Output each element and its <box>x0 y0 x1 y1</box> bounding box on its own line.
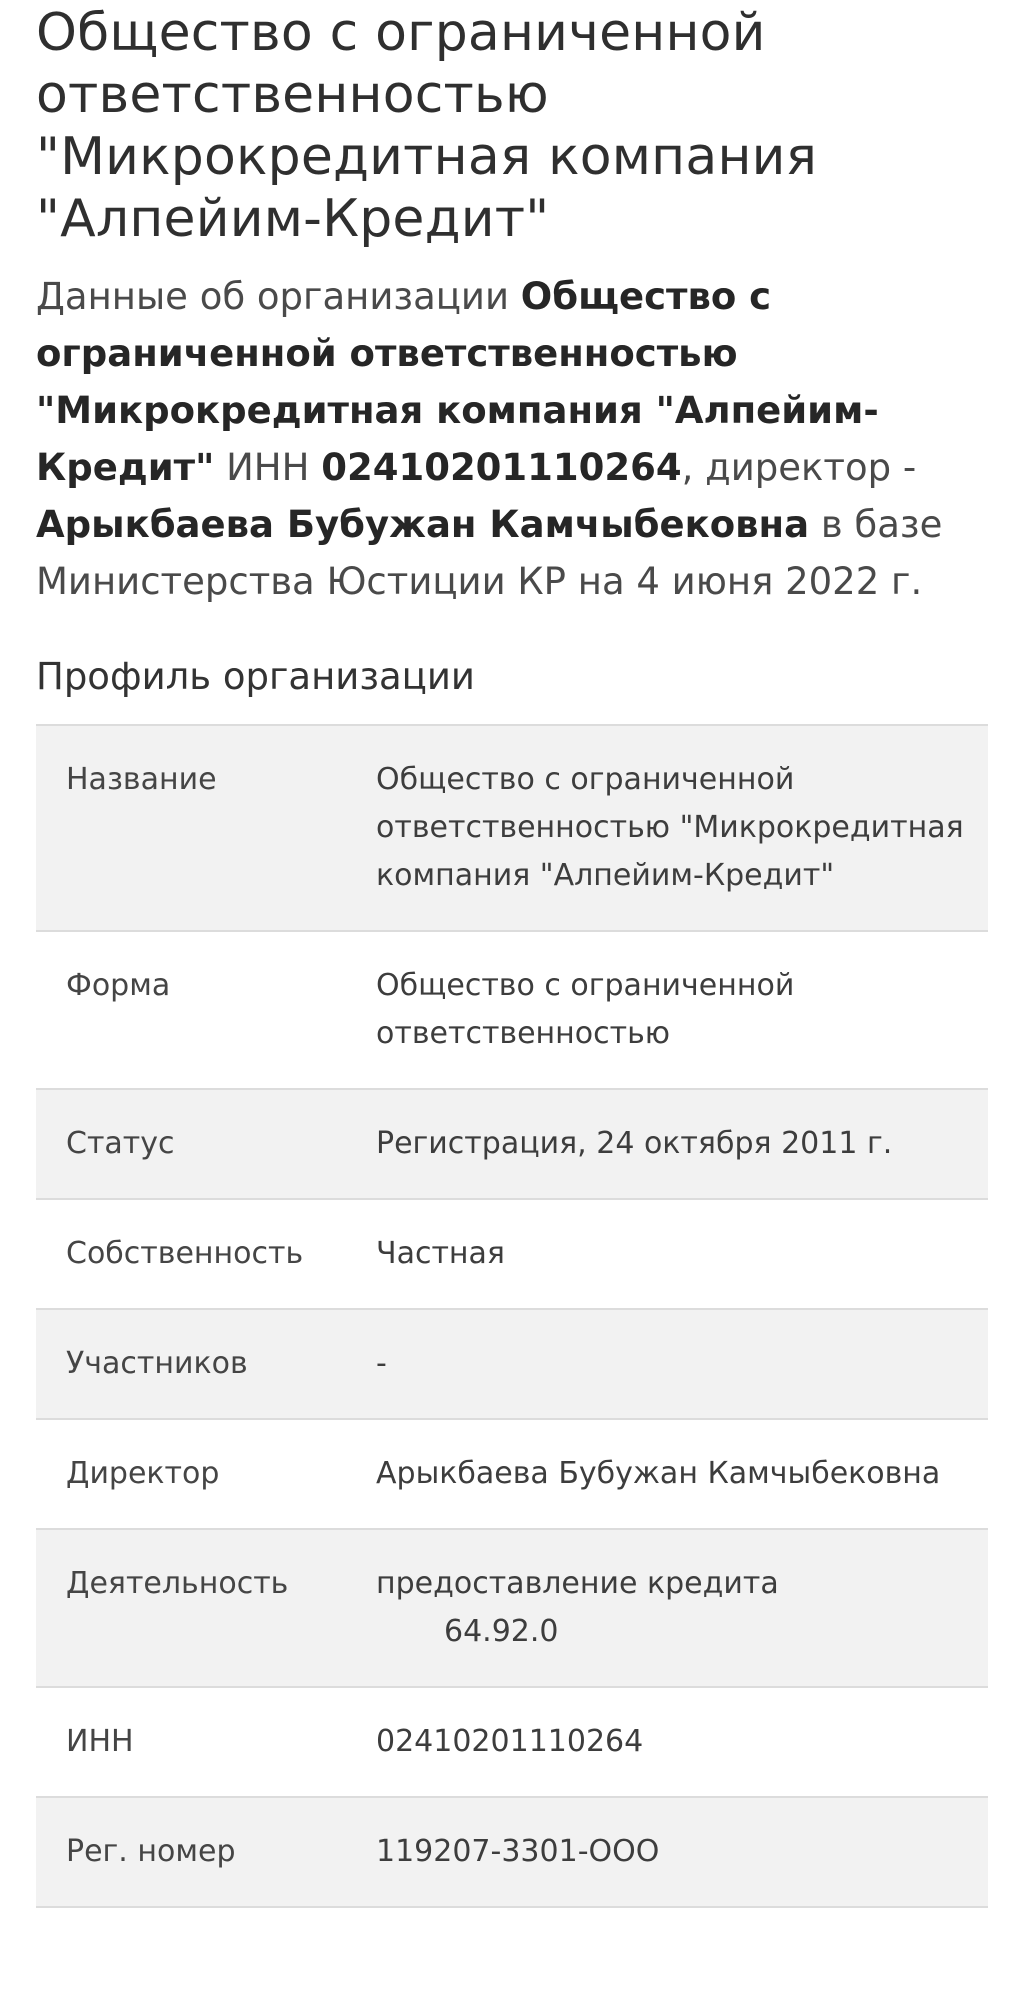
profile-table <box>36 724 988 1908</box>
row-label: Деятельность <box>66 1566 289 1601</box>
activity-description: предоставление кредита <box>376 1566 779 1601</box>
row-label: Директор <box>66 1456 220 1491</box>
table-row-inn <box>36 1687 988 1797</box>
summary-inn: 02410201110264 <box>321 446 682 489</box>
row-value <box>346 1529 988 1687</box>
summary-director: Арыкбаева Бубужан Камчыбековна <box>36 503 810 546</box>
row-label: Участников <box>66 1346 248 1381</box>
page-title: Общество с ограниченной ответственностью "Микрокредитная компания "Алпейим-Кредит" <box>36 3 818 249</box>
row-label: ИНН <box>66 1724 134 1759</box>
summary-suffix: в базе Министерства Юстиции КР на 4 июня 2022 г. <box>36 503 943 603</box>
row-label: Форма <box>66 968 171 1003</box>
row-label: Собственность <box>66 1236 304 1271</box>
table-row-name <box>36 725 988 931</box>
row-value: Регистрация, 24 октября 2011 г. <box>376 1126 893 1161</box>
table-row-form <box>36 931 988 1089</box>
table-row-reg-number <box>36 1797 988 1907</box>
table-row-participants <box>36 1309 988 1419</box>
row-value: Общество с ограниченной ответственностью <box>376 968 795 1051</box>
row-label: Рег. номер <box>66 1834 236 1869</box>
row-value: 02410201110264 <box>376 1724 644 1759</box>
table-row-ownership <box>36 1199 988 1309</box>
row-value: - <box>376 1346 387 1381</box>
row-value: 119207-3301-ООО <box>376 1834 660 1869</box>
row-value: Частная <box>376 1236 505 1271</box>
row-label: Статус <box>66 1126 175 1161</box>
summary-director-label: , директор - <box>681 446 917 489</box>
summary-org-name: Общество с ограниченной ответственностью "Микрокредитная компания "Алпейим-Кредит" <box>36 275 879 489</box>
row-value: Арыкбаева Бубужан Камчыбековна <box>376 1456 941 1491</box>
activity-code: 64.92.0 <box>444 1614 559 1649</box>
table-row-status <box>36 1089 988 1199</box>
row-label: Название <box>66 762 217 797</box>
summary-inn-label: ИНН <box>214 446 322 489</box>
table-row-activity <box>36 1529 988 1687</box>
organization-summary <box>36 268 986 610</box>
profile-section-title: Профиль организации <box>36 655 475 698</box>
row-value: Общество с ограниченной ответственностью "Микрокредитная компания "Алпейим-Кредит" <box>376 762 964 893</box>
table-row-director <box>36 1419 988 1529</box>
summary-prefix: Данные об организации <box>36 275 521 318</box>
